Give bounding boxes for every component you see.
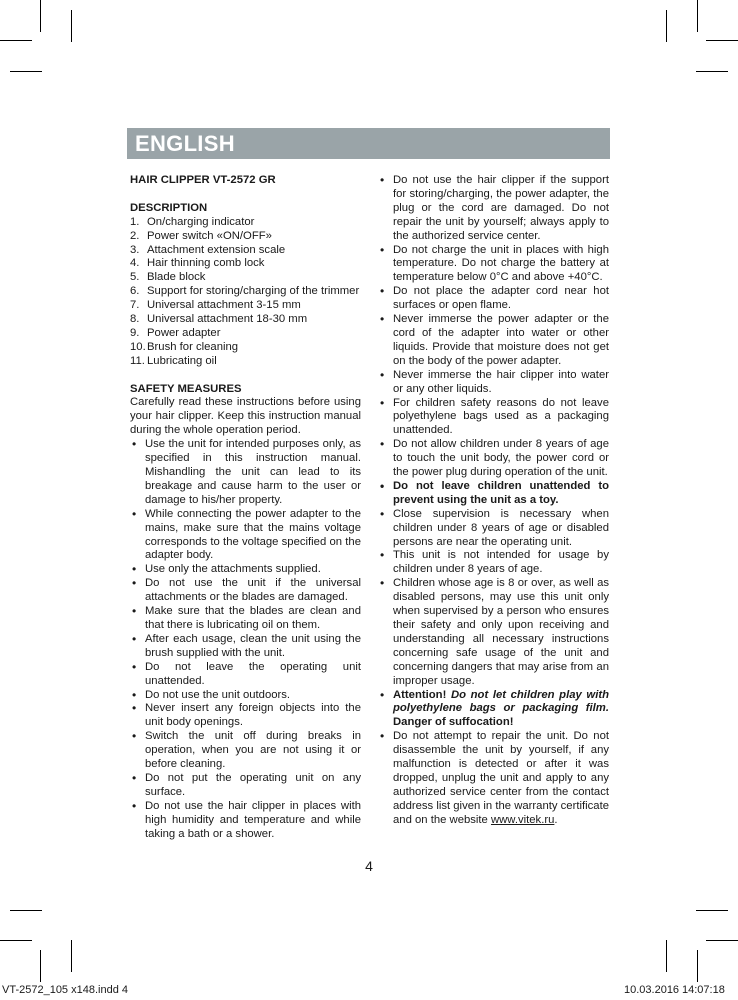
crop-mark (706, 940, 738, 941)
crop-mark (697, 0, 698, 32)
item-text: Brush for cleaning (147, 340, 239, 353)
description-item (130, 257, 361, 271)
item-number: 2. (130, 229, 140, 242)
item-text: Power switch «ON/OFF» (147, 229, 272, 242)
safety-intro: Carefully read these instructions before using your hair clipper. Keep this instruction manual during the whole operation period. (130, 396, 361, 437)
item-text: Blade block (147, 271, 206, 284)
list-item: • This unit is not intended for usage by children under 8 years of age. (378, 549, 609, 577)
page-number: 4 (365, 858, 373, 874)
crop-mark (696, 910, 728, 911)
item-number: 7. (130, 299, 140, 312)
product-title: HAIR CLIPPER VT-2572 GR (130, 174, 276, 186)
item-text: Hair thinning comb lock (147, 257, 265, 270)
list-item: • Do not charge the unit in places with high temperature. Do not charge the battery at temperature below 0°C and above +40°C. (378, 244, 609, 286)
description-item (130, 341, 361, 355)
description-item (130, 244, 361, 258)
list-item: • Never insert any foreign objects into the unit body openings. (130, 702, 361, 730)
item-number: 11. (130, 354, 145, 367)
safety-list-left (130, 438, 361, 841)
repair-text: Do not attempt to repair the unit. Do not disassemble the unit by yourself, if any malfunction is detected or after it was dropped, unplug the unit and apply to any authorized service center from the contact address list given in the warranty certificate and on the website (393, 730, 609, 826)
item-text: On/charging indicator (147, 215, 255, 228)
list-item: • Do not use the unit outdoors. (130, 689, 361, 703)
list-item: • Never immerse the hair clipper into water or any other liquids. (378, 369, 609, 397)
list-item-bold: • Do not leave children unattended to prevent using the unit as a toy. (378, 480, 609, 508)
description-item (130, 299, 361, 313)
list-item: • Children whose age is 8 or over, as well as disabled persons, may use this unit only when supervised by a person who ensures their safety and only upon receiving and understanding all necessary instructions concerning safe usage of the unit and concerning dangers that may arise from an improper usage. (378, 577, 609, 688)
footer-time: 14:07:18 (682, 984, 725, 996)
crop-mark (71, 10, 72, 42)
list-item: • Never immerse the power adapter or the cord of the adapter into water or other liquids. Provide that moisture does not get on the body of the power adapter. (378, 313, 609, 369)
list-item: • Do not allow children under 8 years of age to touch the unit body, the power cord or the power plug during operation of the unit. (378, 438, 609, 480)
attention-warning: Do not let children play with polyethylene bags or packaging film. (393, 688, 609, 715)
item-text: Attachment extension scale (147, 243, 286, 256)
description-item (130, 271, 361, 285)
safety-list-right-2 (378, 508, 609, 689)
left-column (130, 174, 361, 841)
item-text: Support for storing/charging of the trimmer (147, 285, 360, 298)
crop-mark (40, 0, 41, 32)
safety-heading: SAFETY MEASURES (130, 382, 242, 395)
list-item-repair (378, 730, 609, 827)
description-heading: DESCRIPTION (130, 201, 208, 214)
item-number: 8. (130, 313, 140, 326)
list-item: • Do not use the hair clipper in places with high humidity and temperature and while taking a bath or a shower. (130, 800, 361, 842)
description-item (130, 327, 361, 341)
item-number: 1. (130, 215, 140, 228)
item-text: Universal attachment 18-30 mm (147, 313, 308, 326)
crop-mark (0, 940, 32, 941)
list-item: • Do not put the operating unit on any surface. (130, 772, 361, 800)
website-link[interactable]: www.vitek.ru (490, 813, 555, 826)
crop-mark (706, 40, 738, 41)
list-item: • Do not use the hair clipper if the support for storing/charging, the power adapter, the plug or the cord are damaged. Do not repair the unit by yourself; always apply to the authorized service center. (378, 174, 609, 244)
right-column (378, 174, 609, 828)
description-item (130, 230, 361, 244)
repair-end: . (554, 813, 558, 826)
crop-mark (696, 71, 728, 72)
language-heading: ENGLISH (127, 128, 610, 159)
item-text: Universal attachment 3-15 mm (147, 299, 301, 312)
item-number: 9. (130, 326, 140, 339)
item-number: 4. (130, 257, 140, 270)
description-item (130, 313, 361, 327)
crop-mark (666, 10, 667, 42)
list-item: • Use the unit for intended purposes only, as specified in this instruction manual. Mishandling the unit can lead to its breakage and cause harm to the user or damage to his/her property. (130, 438, 361, 508)
list-item: • Use only the attachments supplied. (130, 563, 361, 577)
crop-mark (40, 950, 41, 982)
item-number: 5. (130, 271, 140, 284)
list-item: • After each usage, clean the unit using the brush supplied with the unit. (130, 633, 361, 661)
list-item: • Do not place the adapter cord near hot surfaces or open flame. (378, 285, 609, 313)
crop-mark (10, 910, 42, 911)
list-item: • For children safety reasons do not leave polyethylene bags used as a packaging unattended. (378, 397, 609, 439)
item-number: 10. (130, 340, 146, 353)
crop-mark (0, 40, 32, 41)
attention-suffocation: Danger of suffocation! (393, 716, 514, 729)
list-item: • While connecting the power adapter to the mains, make sure that the mains voltage corresponds to the voltage specified on the adapter body. (130, 508, 361, 564)
list-item: • Do not leave the operating unit unattended. (130, 661, 361, 689)
safety-list-right (378, 174, 609, 480)
list-item: • Switch the unit off during breaks in operation, when you are not using it or before cleaning. (130, 730, 361, 772)
description-list (130, 216, 361, 369)
list-item: • Close supervision is necessary when children under 8 years of age or disabled persons are near the operating unit. (378, 508, 609, 550)
item-text: Lubricating oil (147, 354, 217, 367)
description-item (130, 355, 361, 369)
footer-filename: VT-2572_105 x148.indd 4 (2, 984, 128, 996)
item-number: 3. (130, 243, 140, 256)
attention-label: Attention! (393, 688, 447, 701)
list-item: • Do not use the unit if the universal attachments or the blades are damaged. (130, 577, 361, 605)
crop-mark (697, 950, 698, 982)
list-item: • Make sure that the blades are clean and that there is lubricating oil on them. (130, 605, 361, 633)
item-number: 6. (130, 285, 140, 298)
description-item (130, 216, 361, 230)
description-item (130, 285, 361, 299)
item-text: Power adapter (147, 326, 221, 339)
footer-date: 10.03.2016 (624, 984, 680, 996)
list-item-attention (378, 689, 609, 731)
crop-mark (666, 940, 667, 972)
crop-mark (71, 940, 72, 972)
crop-mark (10, 71, 42, 72)
